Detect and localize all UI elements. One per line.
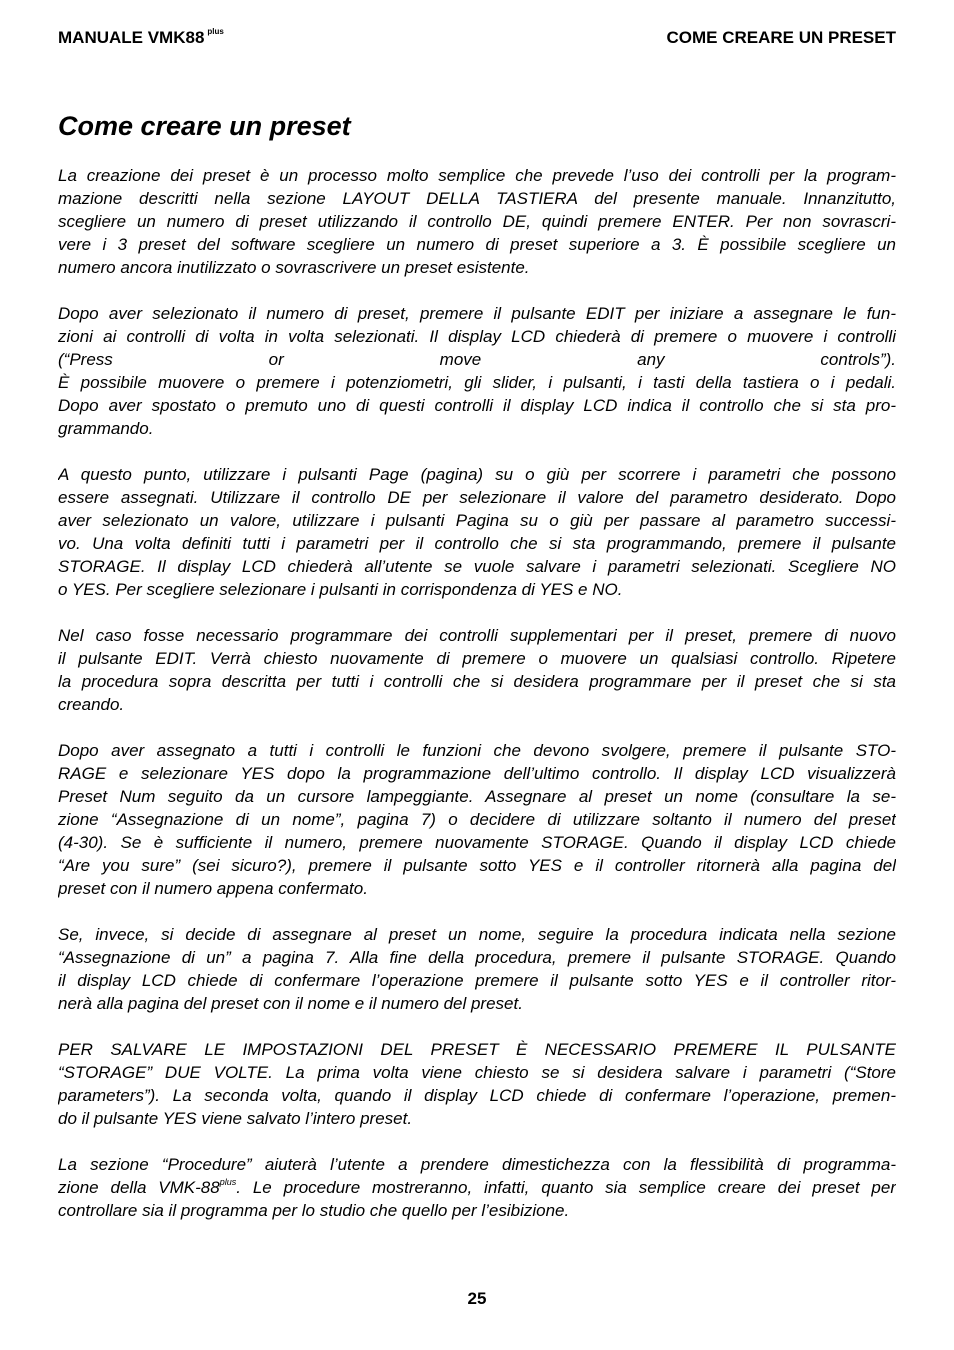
paragraph-line: numero ancora inutilizzato o sovrascrivere un preset esistente. <box>58 258 530 277</box>
paragraph-line: Nel caso fosse necessario programmare dei controlli supplementari per il preset, premere di nuovo <box>58 626 896 645</box>
paragraph-line: la procedura sopra descritta per tutti i controlli che si desidera programmare per il preset che si sta <box>58 672 896 691</box>
paragraph-line: essere assegnati. Utilizzare il controllo DE per selezionare il valore del parametro desiderato. Dopo <box>58 488 896 507</box>
paragraph-line: o YES. Per scegliere selezionare i pulsanti in corrispondenza di YES e NO. <box>58 580 623 599</box>
paragraph-final <box>58 1153 896 1222</box>
paragraph-line: zioni ai controlli di volta in volta selezionati. Il display LCD chiederà di premere o muovere i controlli <box>58 327 896 346</box>
paragraph-line: “Assegnazione di un” a pagina 7. Alla fine della procedura, premere il pulsante STORAGE. Quando <box>58 948 896 967</box>
paragraph-line: A questo punto, utilizzare i pulsanti Page (pagina) su o giù per scorrere i parametri che possono <box>58 465 896 484</box>
page-header <box>58 26 896 50</box>
paragraph-line: È possibile muovere o premere i potenziometri, gli slider, i pulsanti, i tasti della tastiera o i pedali. <box>58 373 896 392</box>
section-title: COME CREARE UN PRESET <box>666 28 896 47</box>
paragraph-line: Preset Num seguito da un cursore lampeggiante. Assegnare al preset un nome (consultare la se- <box>58 787 896 806</box>
paragraph-line: aver selezionato un valore, utilizzare i pulsanti Pagina su o giù per passare al parametro successi- <box>58 511 896 530</box>
paragraph <box>58 164 896 279</box>
paragraph <box>58 739 896 900</box>
paragraph-line: Dopo aver assegnato a tutti i controlli le funzioni che devono svolgere, premere il pulsante STO- <box>58 741 896 760</box>
body-text <box>58 164 896 1245</box>
manual-title-text: MANUALE VMK88 <box>58 28 205 47</box>
paragraph-line: (“Press or move any controls”). <box>58 350 896 369</box>
paragraph-line: RAGE e selezionare YES dopo la programmazione dell’ultimo controllo. Il display LCD visualizzerà <box>58 764 896 783</box>
paragraph-line: il display LCD chiede di confermare l’operazione premere il pulsante sotto YES e il controller ritor- <box>58 971 896 990</box>
paragraph-line: zione “Assegnazione di un nome”, pagina 7) o decidere di utilizzare soltanto il numero del preset <box>58 810 896 829</box>
page-title: Come creare un preset <box>58 111 351 141</box>
paragraph-line: nerà alla pagina del preset con il nome e il numero del preset. <box>58 994 523 1013</box>
paragraph-list <box>58 164 896 1130</box>
paragraph-line: Dopo aver selezionato il numero di preset, premere il pulsante EDIT per iniziare a assegnare le fun- <box>58 304 896 323</box>
line-text: . Le procedure mostreranno, infatti, quanto sia semplice creare dei preset per <box>236 1178 896 1197</box>
paragraph-line: PER SALVARE LE IMPOSTAZIONI DEL PRESET È NECESSARIO PREMERE IL PULSANTE <box>58 1040 896 1059</box>
line-text: zione della VMK-88 <box>58 1178 220 1197</box>
paragraph-line: scegliere un numero di preset utilizzando il controllo DE, quindi premere ENTER. Per non sovrascri- <box>58 212 896 231</box>
paragraph <box>58 463 896 601</box>
paragraph-line: La sezione “Procedure” aiuterà l’utente a prendere dimestichezza con la flessibilità di programma- <box>58 1155 896 1174</box>
line-superscript: plus <box>219 1177 237 1187</box>
paragraph-line: vo. Una volta definiti tutti i parametri per il controllo che si sta programmando, premere il pulsante <box>58 534 896 553</box>
paragraph <box>58 624 896 716</box>
paragraph-line: La creazione dei preset è un processo molto semplice che prevede l’uso dei controlli per la program- <box>58 166 896 185</box>
paragraph-line: do il pulsante YES viene salvato l’intero preset. <box>58 1109 413 1128</box>
paragraph-line: Se, invece, si decide di assegnare al preset un nome, seguire la procedura indicata nella sezione <box>58 925 896 944</box>
paragraph-line: vere i 3 preset del software scegliere un numero di preset superiore a 3. È possibile scegliere un <box>58 235 896 254</box>
paragraph-line: mazione descritti nella sezione LAYOUT DELLA TASTIERA del presente manuale. Innanzitutto, <box>58 189 896 208</box>
paragraph-line: preset con il numero appena confermato. <box>58 879 368 898</box>
paragraph-line: “STORAGE” DUE VOLTE. La prima volta viene chiesto se si desidera salvare i parametri (“Store <box>58 1063 896 1082</box>
paragraph <box>58 302 896 440</box>
manual-title-superscript: plus <box>207 27 224 36</box>
page-number: 25 <box>467 1289 487 1308</box>
paragraph-line: “Are you sure” (sei sicuro?), premere il pulsante sotto YES e il controller ritornerà alla pagina del <box>58 856 896 875</box>
paragraph-line: parameters”). La seconda volta, quando il display LCD chiede di confermare l’operazione, premen- <box>58 1086 896 1105</box>
paragraph-line: creando. <box>58 695 125 714</box>
paragraph <box>58 923 896 1015</box>
paragraph-line: il pulsante EDIT. Verrà chiesto nuovamente di premere o muovere un qualsiasi controllo. Ripetere <box>58 649 896 668</box>
manual-title <box>58 26 224 50</box>
paragraph-line: controllare sia il programma per lo studio che quello per l’esibizione. <box>58 1201 570 1220</box>
paragraph-line: grammando. <box>58 419 154 438</box>
paragraph-line: Dopo aver spostato o premuto uno di questi controlli il display LCD indica il controllo che si sta pro- <box>58 396 896 415</box>
paragraph-line: (4-30). Se è sufficiente il numero, premere nuovamente STORAGE. Quando il display LCD chiede <box>58 833 896 852</box>
paragraph <box>58 1038 896 1130</box>
paragraph-line: STORAGE. Il display LCD chiederà all’utente se vuole salvare i parametri selezionati. Scegliere NO <box>58 557 896 576</box>
paragraph-line <box>58 1176 896 1199</box>
